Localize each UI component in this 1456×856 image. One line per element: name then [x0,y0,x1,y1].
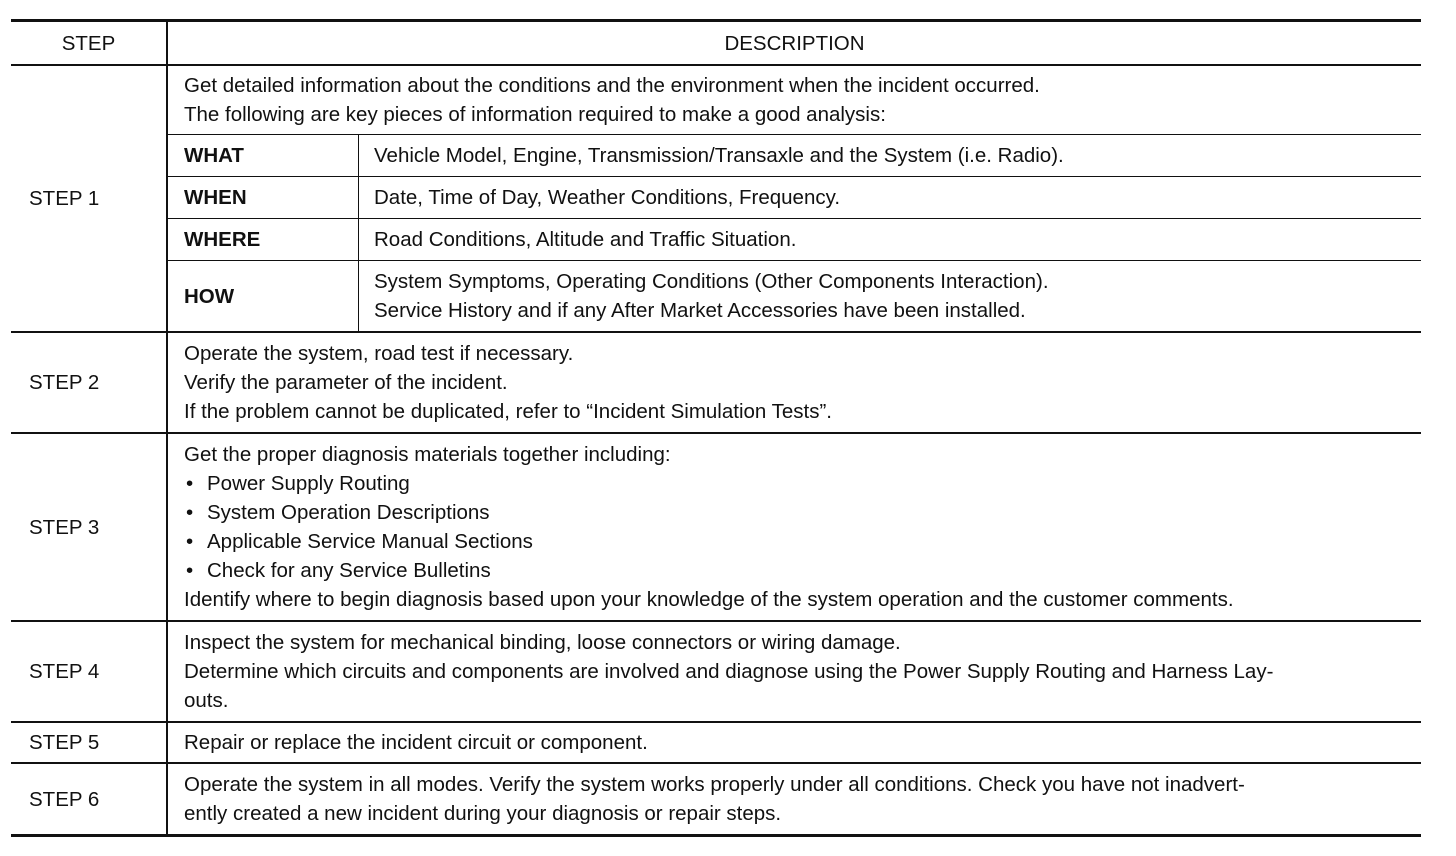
bullet-item [184,527,1407,556]
bullet-dot: • [186,559,194,582]
detail-value [359,261,1422,332]
table-header-row [11,21,1421,66]
step-description [167,763,1421,836]
detail-row-when [168,177,1421,219]
bullet-text: Applicable Service Manual Sections [207,530,533,553]
bullet-text: Check for any Service Bulletins [207,559,491,582]
step-row-1 [11,65,1421,332]
step1-intro [168,66,1421,135]
detail-value-line: Road Conditions, Altitude and Traffic Situation. [374,228,797,251]
detail-key: WHERE [168,219,359,261]
detail-value [359,135,1422,177]
step-description [167,722,1421,763]
bullet-text: System Operation Descriptions [207,501,490,524]
detail-value-line: Vehicle Model, Engine, Transmission/Transaxle and the System (i.e. Radio). [374,144,1064,167]
step-row-4 [11,621,1421,722]
step-description [167,621,1421,722]
description-line: Operate the system, road test if necessary. [184,342,574,365]
bullet-dot: • [186,472,194,495]
detail-row-what [168,135,1421,177]
description-line: Get detailed information about the conditions and the environment when the incident occurred. [184,74,1040,97]
step-row-5 [11,722,1421,763]
detail-row-where [168,219,1421,261]
step-label: STEP 5 [11,722,167,763]
diagnosis-steps-table [11,19,1421,837]
bullet-item [184,556,1407,585]
description-column-header: DESCRIPTION [167,21,1421,66]
description-line: Operate the system in all modes. Verify the system works properly under all conditions. Check you have not inadvert- [184,773,1245,796]
step-label: STEP 3 [11,433,167,621]
detail-value [359,177,1422,219]
step-description [167,65,1421,332]
description-line: Inspect the system for mechanical binding, loose connectors or wiring damage. [184,631,901,654]
step-label: STEP 1 [11,65,167,332]
description-line: Determine which circuits and components are involved and diagnose using the Power Supply Routing and Harness Lay- [184,660,1274,683]
bullet-item [184,469,1407,498]
step-label: STEP 2 [11,332,167,433]
detail-value [359,219,1422,261]
step-label: STEP 4 [11,621,167,722]
step-description [167,332,1421,433]
description-line: Get the proper diagnosis materials together including: [184,443,671,466]
step-row-6 [11,763,1421,836]
description-line: Verify the parameter of the incident. [184,371,508,394]
step-column-header: STEP [11,21,167,66]
detail-key: WHEN [168,177,359,219]
description-line: Repair or replace the incident circuit or component. [184,731,648,754]
description-line: outs. [184,689,229,712]
bullet-dot: • [186,530,194,553]
detail-key: HOW [168,261,359,332]
detail-value-line: Date, Time of Day, Weather Conditions, Frequency. [374,186,841,209]
description-line: ently created a new incident during your diagnosis or repair steps. [184,802,782,825]
description-line: If the problem cannot be duplicated, refer to “Incident Simulation Tests”. [184,400,833,423]
step-description [167,433,1421,621]
detail-key: WHAT [168,135,359,177]
bullet-text: Power Supply Routing [207,472,410,495]
step-row-3 [11,433,1421,621]
step-row-2 [11,332,1421,433]
detail-value-line: System Symptoms, Operating Conditions (Other Components Interaction). [374,270,1049,293]
bullet-item [184,498,1407,527]
detail-row-how [168,261,1421,332]
detail-value-line: Service History and if any After Market Accessories have been installed. [374,299,1026,322]
description-line: Identify where to begin diagnosis based upon your knowledge of the system operation and the customer comments. [184,588,1234,611]
bullet-dot: • [186,501,194,524]
step-label: STEP 6 [11,763,167,836]
description-line: The following are key pieces of information required to make a good analysis: [184,103,886,126]
information-detail-table [168,135,1421,331]
